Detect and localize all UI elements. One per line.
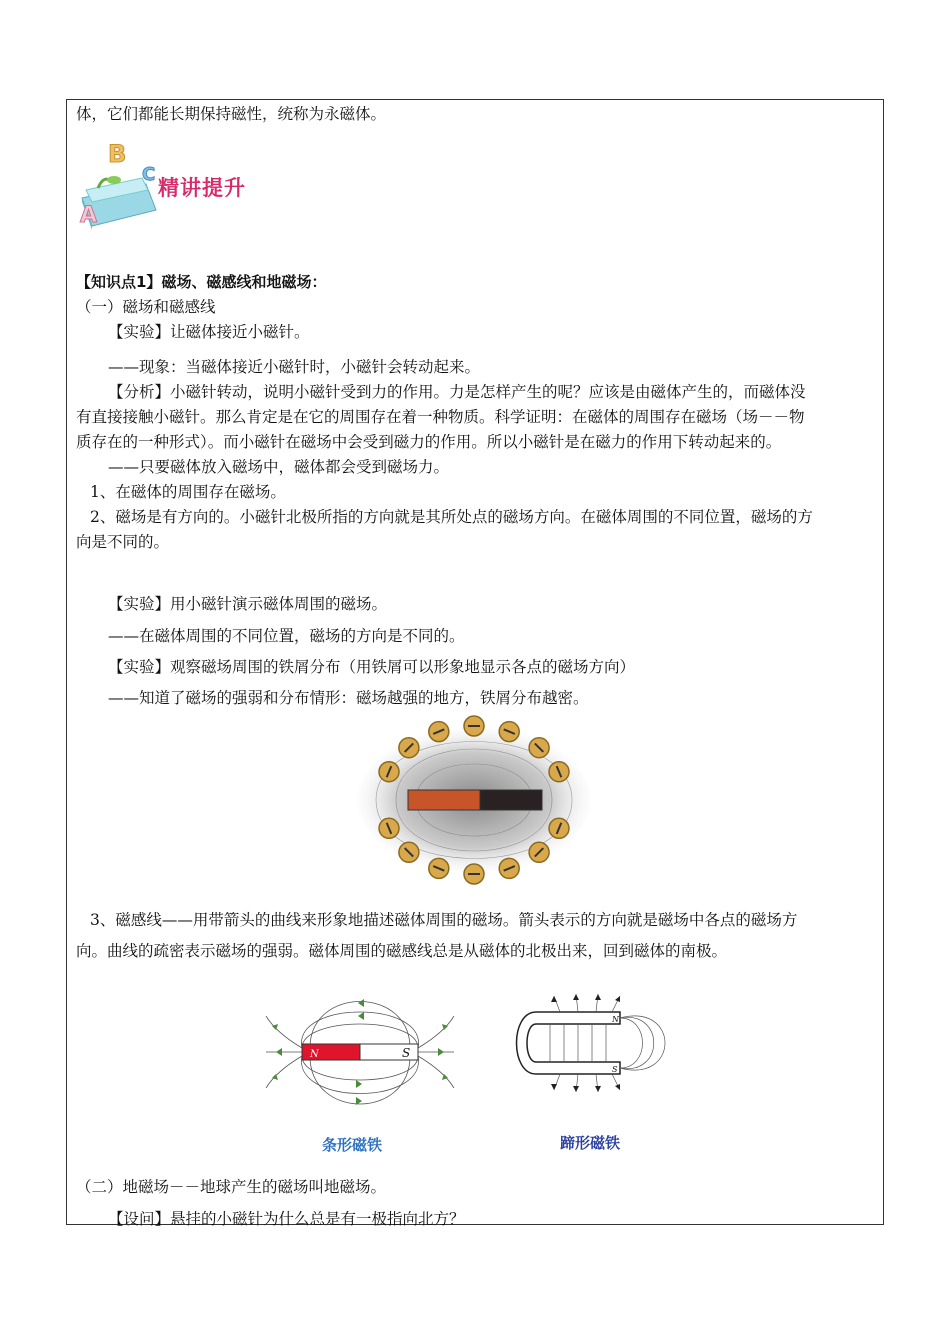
- experiment-3: 【实验】观察磁场周围的铁屑分布（用铁屑可以形象地显示各点的磁场方向）: [108, 658, 636, 676]
- letter-a: A: [80, 203, 98, 228]
- magnet-north-half: [408, 790, 480, 810]
- point-2-line-1: 2、磁场是有方向的。小磁针北极所指的方向就是其所处点的磁场方向。在磁体周围的不同位置，磁场的方: [90, 508, 813, 526]
- horseshoe-label-n: N: [612, 1015, 619, 1024]
- intro-line: 体，它们都能长期保持磁性，统称为永磁体。: [76, 105, 387, 123]
- section1-title: （一）磁场和磁感线: [76, 298, 216, 316]
- experiment-3-result: ——知道了磁场的强弱和分布情形：磁场越强的地方，铁屑分布越密。: [108, 689, 589, 707]
- bar-magnet-field-figure: [262, 996, 458, 1130]
- point-2-line-2: 向是不同的。: [76, 533, 170, 551]
- section2-title: （二）地磁场－－地球产生的磁场叫地磁场。: [76, 1178, 387, 1196]
- caption-bar-magnet: 条形磁铁: [322, 1136, 383, 1154]
- question-line: 【设问】悬挂的小磁针为什么总是有一极指向北方？: [108, 1210, 465, 1228]
- experiment-2-result: ——在磁体周围的不同位置，磁场的方向是不同的。: [108, 627, 465, 645]
- knowledge-heading: 【知识点1】磁场、磁感线和地磁场：: [76, 273, 327, 291]
- iron-filings-figure: [356, 712, 592, 890]
- letter-c: C: [142, 164, 156, 185]
- experiment-1: 【实验】让磁体接近小磁针。: [108, 323, 310, 341]
- experiment-2: 【实验】用小磁针演示磁体周围的磁场。: [108, 595, 388, 613]
- bar-label-n: N: [310, 1049, 319, 1060]
- analysis-line-1: 【分析】小磁针转动，说明小磁针受到力的作用。力是怎样产生的呢？应该是由磁体产生的，而磁体没: [108, 383, 806, 401]
- point-1: 1、在磁体的周围存在磁场。: [90, 483, 286, 501]
- horseshoe-magnet-field-figure: [500, 988, 690, 1100]
- analysis-line-3: 质存在的一种形式）。而小磁针在磁场中会受到磁力的作用。所以小磁针是在磁力的作用下转动起来的。: [76, 433, 782, 451]
- point-3-line-1: 3、磁感线——用带箭头的曲线来形象地描述磁体周围的磁场。箭头表示的方向就是磁场中各点的磁场方: [90, 911, 798, 929]
- caption-horseshoe-magnet: 蹄形磁铁: [560, 1134, 621, 1152]
- point-3-line-2: 向。曲线的疏密表示磁场的强弱。磁体周围的磁感线总是从磁体的北极出来，回到磁体的南极。: [76, 942, 728, 960]
- bar-label-s: S: [402, 1046, 411, 1060]
- letter-b: B: [108, 140, 127, 168]
- banner-title: 精讲提升: [158, 176, 246, 200]
- conclusion-line: ——只要磁体放入磁场中，磁体都会受到磁场力。: [108, 458, 450, 476]
- horseshoe-label-s: S: [612, 1065, 618, 1074]
- analysis-line-2: 有直接接触小磁针。那么肯定是在它的周围存在着一种物质。科学证明：在磁体的周围存在磁场（场－－物: [76, 408, 805, 426]
- phenomenon-line: ——现象：当磁体接近小磁针时，小磁针会转动起来。: [108, 358, 481, 376]
- magnet-south-half: [480, 790, 542, 810]
